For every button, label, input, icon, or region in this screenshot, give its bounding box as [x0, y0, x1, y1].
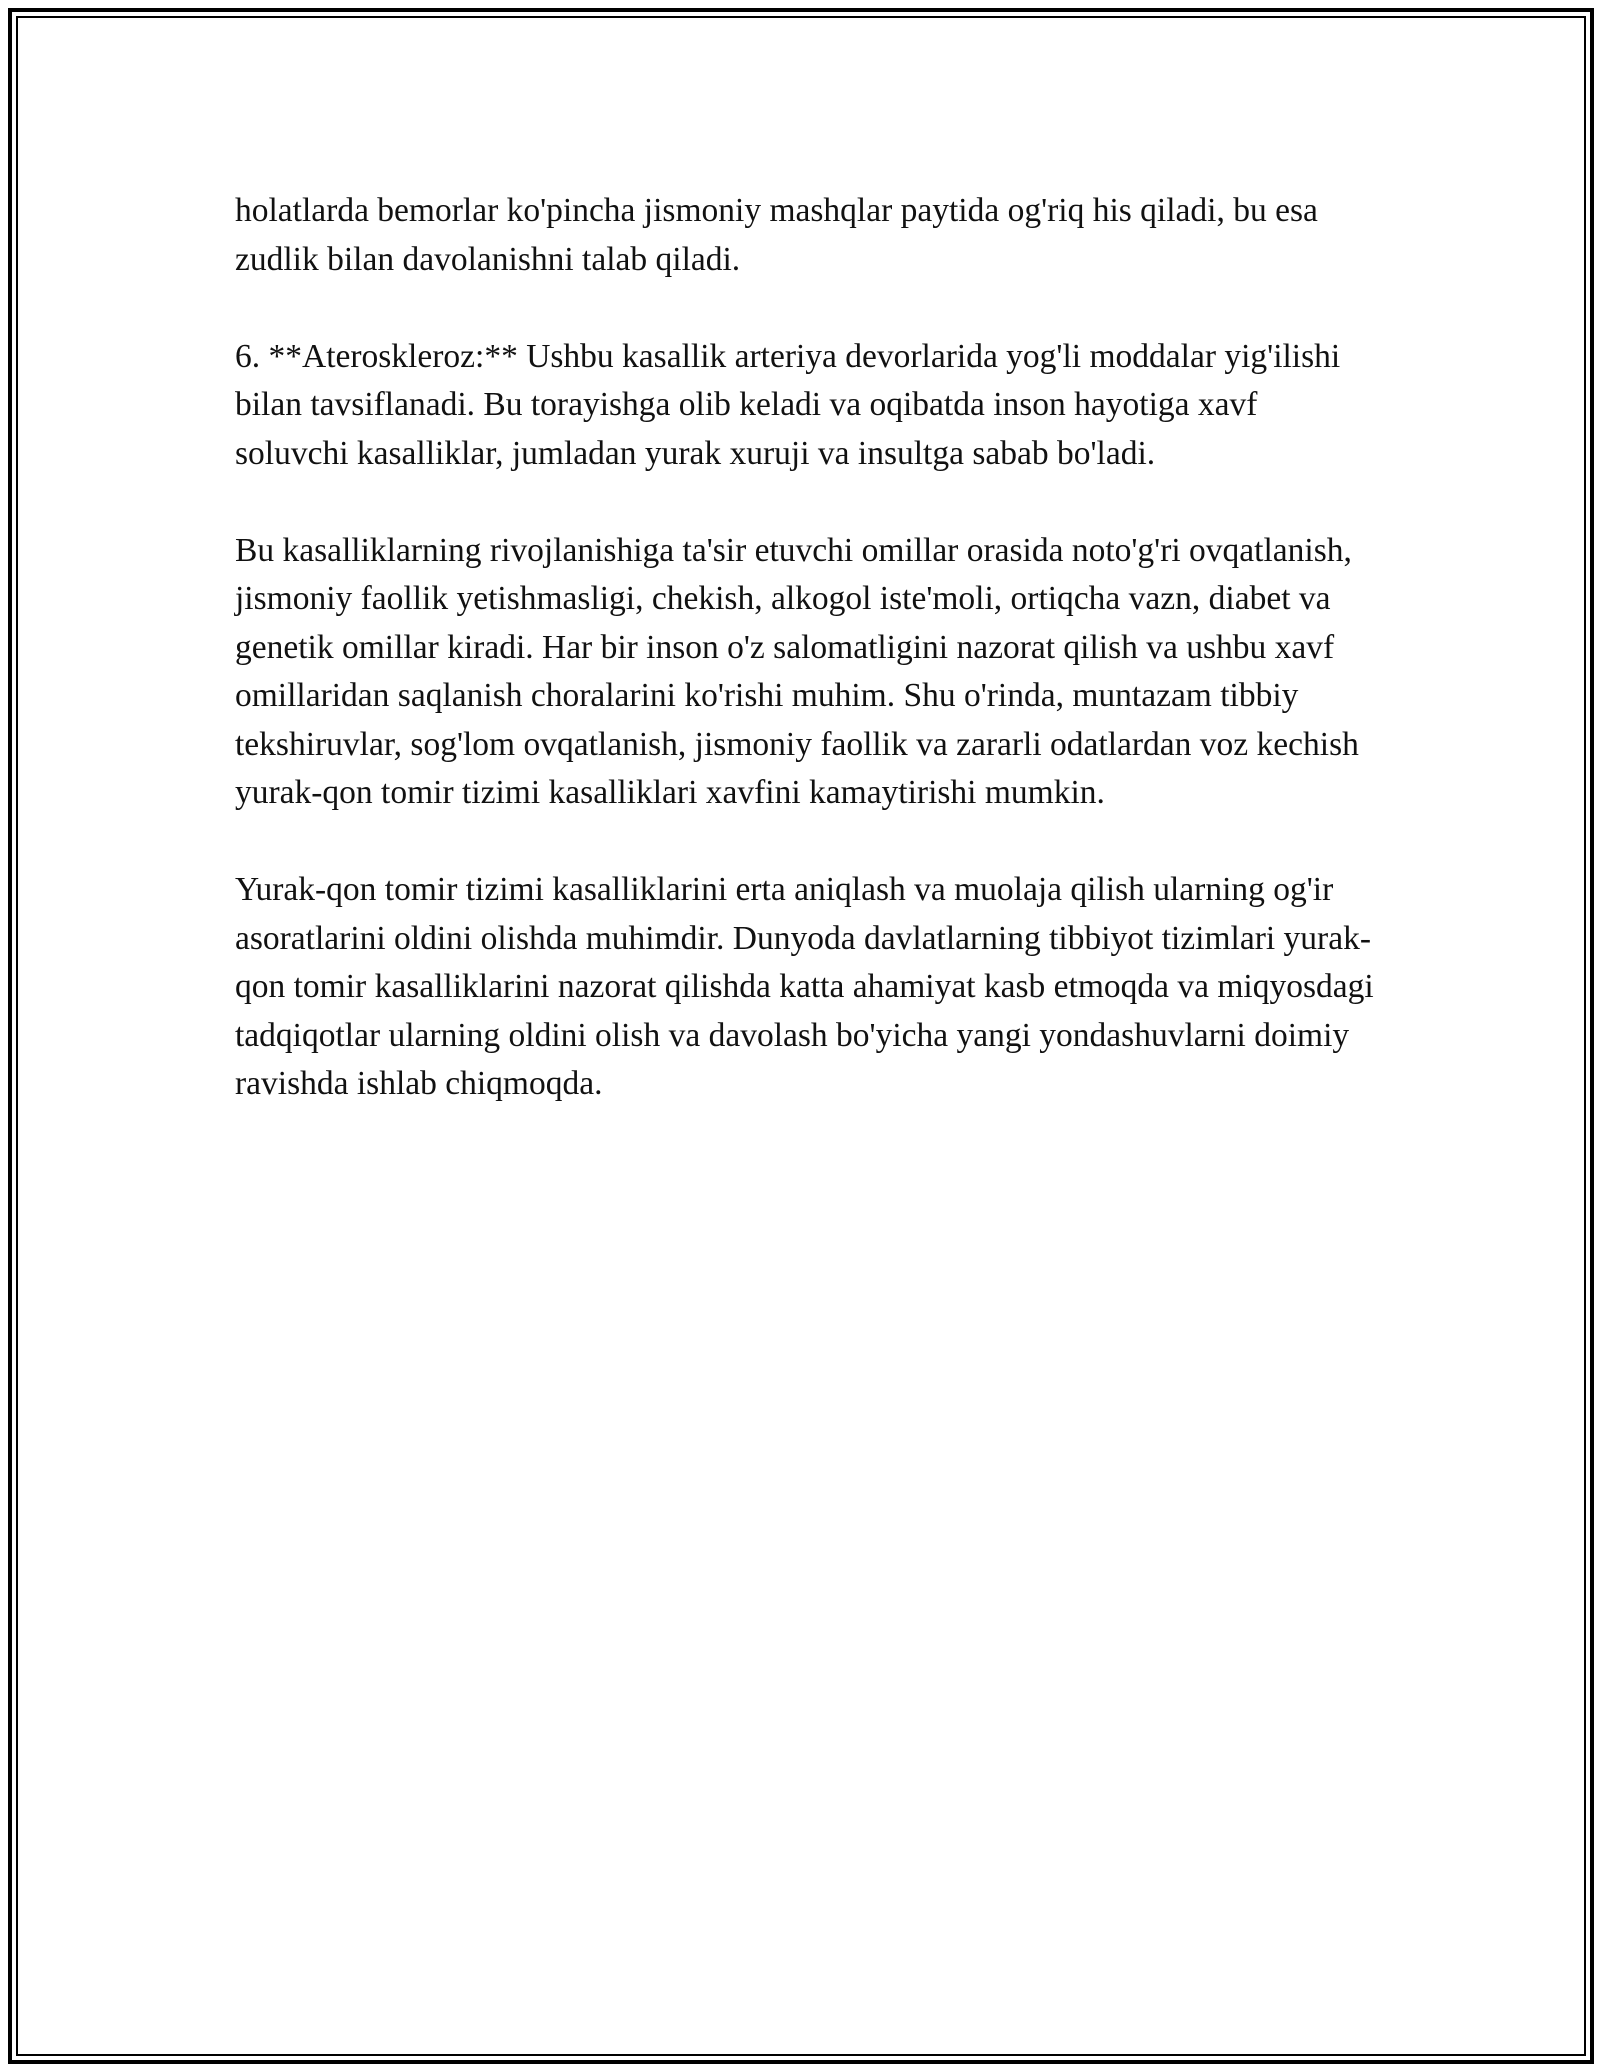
- paragraph-1: holatlarda bemorlar ko'pincha jismoniy mashqlar paytida og'riq his qiladi, bu esa zudlik bilan davolanishni talab qiladi.: [235, 192, 1318, 278]
- paragraph-2: 6. **Ateroskleroz:** Ushbu kasallik arteriya devorlarida yog'li moddalar yig'ilishi bilan tavsiflanadi. Bu torayishga olib keladi va oqibatda inson hayotiga xavf soluvchi kasalliklar, jumladan yurak xuruji va insultga sabab bo'ladi.: [235, 337, 1341, 472]
- paragraph-4: Yurak-qon tomir tizimi kasalliklarini erta aniqlash va muolaja qilish ularning og'ir asoratlarini oldini olishda muhimdir. Dunyoda davlatlarning tibbiyot tizimlari yurak-qon tomir kasalliklarini nazorat qilishda katta ahamiyat kasb etmoqda va miqyosdagi tadqiqotlar ularning oldini olish va davolash bo'yicha yangi yondashuvlarni doimiy ravishda ishlab chiqmoqda.: [235, 871, 1374, 1102]
- document-body: [235, 187, 1375, 1109]
- paragraph-3: Bu kasalliklarning rivojlanishiga ta'sir etuvchi omillar orasida noto'g'ri ovqatlanish, jismoniy faollik yetishmasligi, chekish, alkogol iste'moli, ortiqcha vazn, diabet va genetik omillar kiradi. Har bir inson o'z salomatligini nazorat qilish va ushbu xavf omillaridan saqlanish choralarini ko'rishi muhim. Shu o'rinda, muntazam tibbiy tekshiruvlar, sog'lom ovqatlanish, jismoniy faollik va zararli odatlardan voz kechish yurak-qon tomir tizimi kasalliklari xavfini kamaytirishi mumkin.: [235, 531, 1359, 811]
